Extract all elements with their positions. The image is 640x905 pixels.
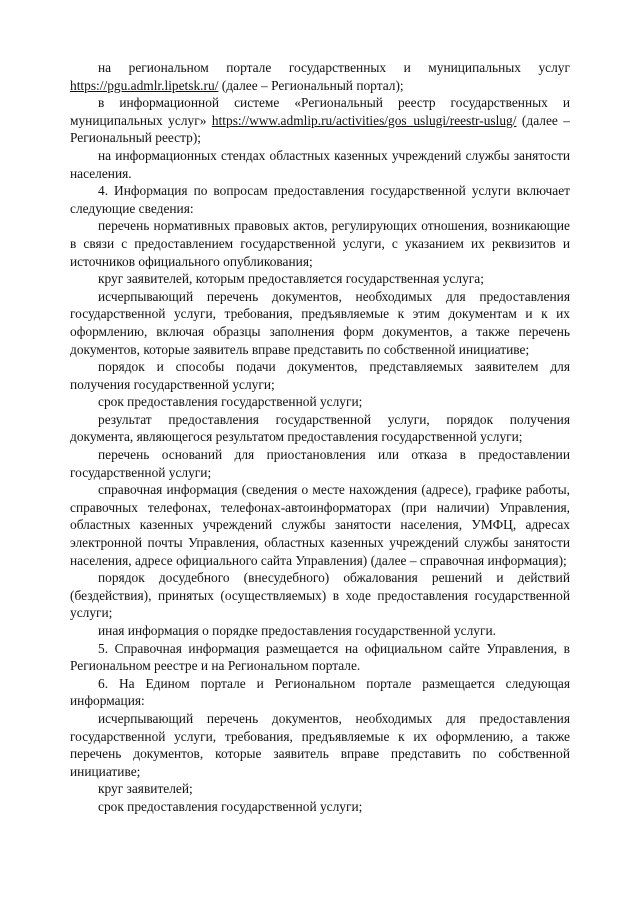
paragraph: исчерпывающий перечень документов, необходимых для предоставления государственной услуги, требования, предъявляемые к этим документам и к их оформлению, включая образцы заполнения форм документов, а также перечень документов, которые заявитель вправе представить по собственной инициативе; (70, 288, 570, 357)
paragraph-text: (далее – Региональный реестр); (70, 112, 570, 146)
paragraph: порядок досудебного (внесудебного) обжалования решений и действий (бездействия), принятых (осуществляемых) в ходе предоставления государственной услуги; (70, 570, 570, 621)
paragraph: справочная информация (сведения о месте нахождения (адресе), графике работы, справочных телефонах, телефонах-автоинформаторах (при наличии) Управления, областных казенных учреждений службы занятости населения, УМФЦ, адресах электронной почты Управления, областных казенных учреждений службы занятости населения, адресе официального сайта Управления) (далее – справочная информация); (70, 482, 570, 568)
paragraph: результат предоставления государственной услуги, порядок получения документа, являющегося результатом предоставления государственной услуги; (70, 411, 570, 445)
hyperlink[interactable]: https://www.admlip.ru/activities/gos_uslugi/reestr-uslug/ (211, 112, 517, 128)
paragraph: срок предоставления государственной услуги; (98, 394, 363, 410)
paragraph-text: (далее – Региональный портал); (218, 77, 404, 93)
paragraph: круг заявителей, которым предоставляется государственная услуга; (98, 271, 484, 287)
document-body (70, 59, 570, 816)
paragraph: исчерпывающий перечень документов, необходимых для предоставления государственной услуги, требования, предъявляемые к их оформлению, а также перечень документов, которые заявитель вправе представить по собственной инициативе; (70, 710, 570, 779)
paragraph-text: на региональном портале государственных и муниципальных услуг (98, 60, 570, 75)
paragraph: круг заявителей; (98, 781, 193, 797)
hyperlink[interactable]: https://pgu.admlr.lipetsk.ru/ (70, 77, 219, 93)
paragraph: 6. На Едином портале и Региональном портале размещается следующая информация: (70, 675, 570, 709)
paragraph-text: в информационной системе «Региональный реестр государственных и муниципальных услуг» (70, 95, 570, 128)
paragraph: порядок и способы подачи документов, представляемых заявителем для получения государственной услуги; (70, 359, 570, 392)
paragraph: 5. Справочная информация размещается на официальном сайте Управления, в Региональном реестре и на Региональном портале. (70, 640, 570, 674)
paragraph (70, 94, 570, 147)
paragraph: иная информация о порядке предоставления государственной услуги. (98, 623, 496, 638)
paragraph: перечень оснований для приостановления или отказа в предоставлении государственной услуги; (70, 447, 570, 480)
paragraph: 4. Информация по вопросам предоставления государственной услуги включает следующие сведения: (70, 183, 570, 216)
paragraph: перечень нормативных правовых актов, регулирующих отношения, возникающие в связи с предоставлением государственной услуги, с указанием их реквизитов и источников официального опубликования; (70, 218, 570, 269)
paragraph (70, 59, 570, 94)
paragraph: на информационных стендах областных казенных учреждений службы занятости населения. (70, 147, 570, 181)
paragraph: срок предоставления государственной услуги; (98, 798, 363, 814)
